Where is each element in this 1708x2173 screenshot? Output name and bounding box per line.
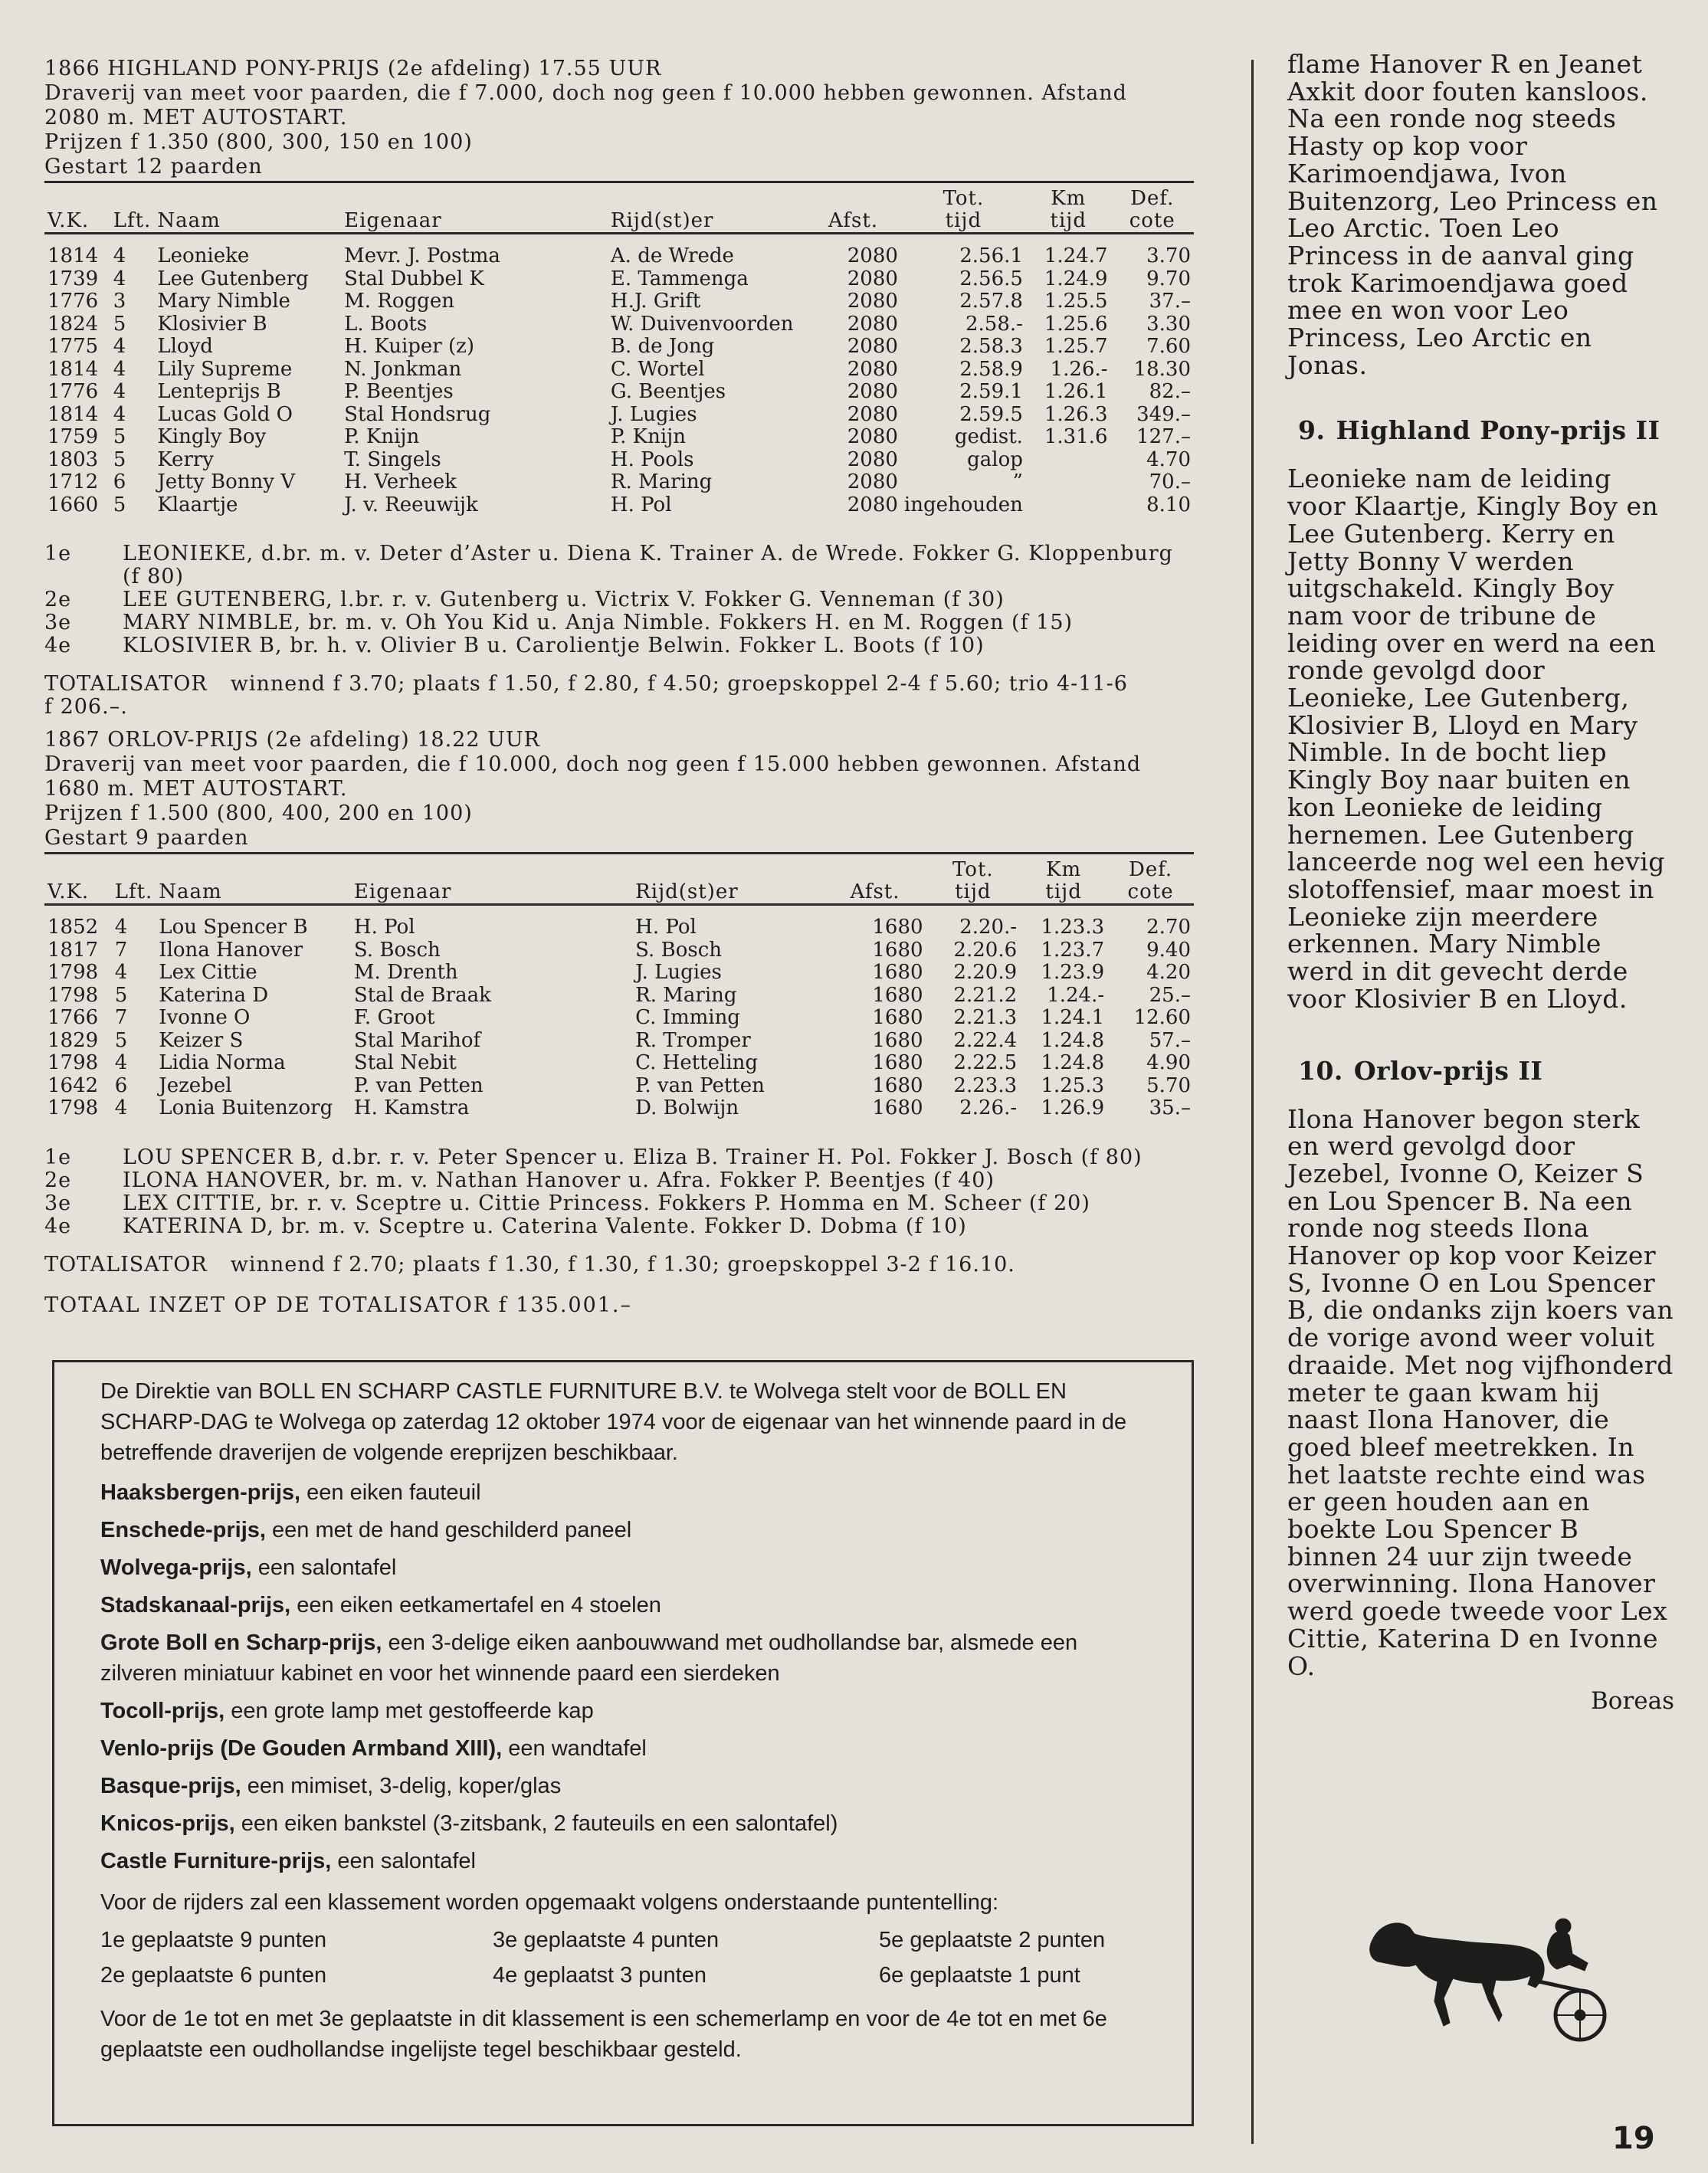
cell-afstand: 1680	[872, 938, 923, 962]
cell-rijder: C. Imming	[635, 1006, 740, 1029]
cell-vk: 1776	[48, 380, 99, 403]
cell-rijder: R. Maring	[635, 983, 737, 1007]
race-description: 2080 m. MET AUTOSTART.	[44, 106, 348, 129]
prize-item: Venlo-prijs (De Gouden Armband XIII), een wandtafel	[100, 1736, 647, 1761]
cell-def-cote: 349.–	[1136, 402, 1191, 426]
cell-vk: 1798	[48, 1096, 99, 1119]
cell-km-tijd: 1.24.8	[1041, 1028, 1105, 1052]
table-row	[44, 905, 1194, 939]
points-item: 3e geplaatste 4 punten	[493, 1928, 720, 1952]
cell-afstand: 2080	[847, 357, 898, 381]
table-row	[44, 494, 1194, 517]
cell-km-tijd: 1.25.6	[1044, 312, 1108, 336]
totalisator: TOTALISATOR winnend f 2.70; plaats f 1.30, f 1.30, f 1.30; groepskoppel 3-2 f 16.10.	[44, 1252, 1015, 1277]
cell-lft: 5	[114, 1028, 128, 1052]
cell-tot-tijd: galop	[967, 447, 1023, 471]
table-row	[44, 359, 1194, 382]
prize-item: Grote Boll en Scharp-prijs, een 3-delige eiken aanbouwwand met oudhollandse bar, alsmede een zilveren miniatuur kabinet en voor het winnende paard een sierdeken	[100, 1631, 1078, 1686]
race-started: Gestart 9 paarden	[44, 826, 249, 850]
cell-afstand: 2080	[847, 244, 898, 267]
header-eigenaar: Eigenaar	[341, 182, 608, 234]
cell-km-tijd: 1.26.3	[1044, 402, 1108, 426]
cell-km-tijd: 1.23.9	[1041, 961, 1105, 984]
cell-km-tijd: 1.25.3	[1041, 1073, 1105, 1097]
placing-row: 2e ILONA HANOVER, br. m. v. Nathan Hanover u. Afra. Fokker P. Beentjes (f 40)	[44, 1168, 995, 1192]
cell-km-tijd: 1.25.7	[1044, 335, 1108, 358]
cell-afstand: 2080	[847, 290, 898, 313]
results-table	[44, 852, 1194, 1120]
cell-lft: 4	[113, 380, 126, 403]
placing-row: (f 80)	[123, 565, 184, 588]
cell-km-tijd	[1026, 449, 1111, 472]
cell-km-tijd: 1.26.1	[1044, 380, 1108, 403]
cell-naam: Ilona Hanover	[159, 938, 303, 962]
cell-vk: 1798	[48, 961, 99, 984]
placings	[44, 542, 1224, 657]
prize-item: Knicos-prijs, een eiken bankstel (3-zitsbank, 2 fauteuils en een salontafel)	[100, 1811, 838, 1836]
cell-km-tijd: 1.25.5	[1044, 290, 1108, 313]
cell-afstand: 1680	[872, 916, 923, 939]
cell-rijder: G. Beentjes	[610, 380, 726, 403]
cell-naam: Keizer S	[159, 1028, 244, 1052]
cell-km-tijd: 1.24.9	[1044, 267, 1108, 290]
report-intro: flame Hanover R en Jeanet Axkit door fouten kansloos. Na een ronde nog steeds Hasty op kop voor Karimoendjawa, Ivon Buitenzorg, Leo Princess en Leo Arctic. Toen Leo Princess in de aanval ging trok Karimoendjawa goed mee en won voor Leo Princess, Leo Arctic en Jonas.	[1287, 49, 1658, 380]
cell-tot-tijd: 2.58.9	[959, 357, 1023, 381]
cell-naam: Lenteprijs B	[157, 380, 281, 403]
cell-def-cote: 9.40	[1146, 938, 1191, 962]
points-item: 4e geplaatst 3 punten	[493, 1963, 706, 1988]
cell-rijder: P. van Petten	[635, 1073, 765, 1097]
cell-vk: 1852	[48, 916, 99, 939]
cell-km-tijd: 1.24.8	[1041, 1051, 1105, 1074]
cell-tot-tijd: 2.56.1	[959, 244, 1023, 267]
race-description: Draverij van meet voor paarden, die f 7.000, doch nog geen f 10.000 hebben gewonnen. Afstand	[44, 81, 1127, 105]
cell-vk: 1829	[48, 1028, 99, 1052]
cell-tot-tijd: 2.56.5	[959, 267, 1023, 290]
placing-row: 3e LEX CITTIE, br. r. v. Sceptre u. Cittie Princess. Fokkers P. Homma en M. Scheer (f 20)	[44, 1191, 1090, 1215]
cell-lft: 5	[113, 425, 126, 448]
points-grid	[100, 1922, 1146, 1993]
cell-def-cote: 5.70	[1146, 1073, 1191, 1097]
cell-eigenaar: H. Kamstra	[353, 1096, 470, 1119]
placing-row: 4e KATERINA D, br. m. v. Sceptre u. Caterina Valente. Fokker D. Dobma (f 10)	[44, 1214, 967, 1238]
cell-vk: 1824	[48, 312, 99, 336]
cell-naam: Lee Gutenberg	[157, 267, 309, 290]
cell-lft: 5	[113, 312, 126, 336]
cell-def-cote: 18.30	[1133, 357, 1191, 381]
cell-rijder: R. Tromper	[635, 1028, 751, 1052]
table-row	[44, 1030, 1194, 1053]
cell-def-cote: 3.30	[1146, 312, 1191, 336]
cell-km-tijd: 1.24.1	[1041, 1006, 1105, 1029]
cell-tot-tijd: 2.58.-	[965, 312, 1023, 336]
cell-afstand: 1680	[872, 1073, 923, 1097]
cell-vk: 1642	[48, 1073, 99, 1097]
cell-eigenaar: P. Knijn	[344, 425, 420, 448]
cell-rijder: D. Bolwijn	[635, 1096, 739, 1119]
cell-vk: 1776	[48, 290, 99, 313]
cell-rijder: W. Duivenvoorden	[610, 312, 794, 336]
cell-tot-tijd: 2.22.4	[953, 1028, 1018, 1052]
cell-afstand: 1680	[872, 1006, 923, 1029]
cell-eigenaar: Stal Marihof	[353, 1028, 481, 1052]
cell-eigenaar: Stal Dubbel K	[344, 267, 484, 290]
table-row	[44, 985, 1194, 1008]
race-1867	[44, 728, 1224, 1317]
cell-def-cote: 4.20	[1146, 961, 1191, 984]
cell-def-cote: 25.–	[1149, 983, 1191, 1007]
race-description: 1680 m. MET AUTOSTART.	[44, 777, 348, 801]
header-rijder: Rijd(st)er	[608, 182, 825, 234]
race-started: Gestart 12 paarden	[44, 155, 263, 179]
results-table-body	[44, 234, 1194, 517]
cell-def-cote: 9.70	[1146, 267, 1191, 290]
cell-rijder: A. de Wrede	[610, 244, 734, 267]
section-heading: 10. Orlov-prijs II	[1298, 1055, 1543, 1086]
points-item: 1e geplaatste 9 punten	[100, 1928, 327, 1952]
cell-afstand: 2080	[847, 470, 898, 493]
cell-tot-tijd: 2.20.9	[953, 961, 1018, 984]
cell-tot-tijd: 2.26.-	[959, 1096, 1018, 1119]
results-table-body	[44, 905, 1194, 1120]
cell-afstand: 1680	[872, 961, 923, 984]
trotter-sulky-illustration	[1358, 1908, 1618, 2053]
race-title: 1866 HIGHLAND PONY-PRIJS (2e afdeling) 17.55 UUR	[44, 57, 662, 80]
cell-eigenaar: F. Groot	[353, 1006, 435, 1029]
table-row	[44, 268, 1194, 291]
cell-eigenaar: Mevr. J. Postma	[344, 244, 500, 267]
table-row	[44, 336, 1194, 359]
header-eigenaar: Eigenaar	[351, 854, 632, 905]
header-afstand: Afst.	[825, 182, 901, 234]
cell-lft: 4	[114, 916, 128, 939]
grand-total: TOTAAL INZET OP DE TOTALISATOR f 135.001.–	[44, 1293, 633, 1317]
cell-naam: Lidia Norma	[159, 1051, 286, 1074]
header-lft: Lft.	[112, 854, 156, 905]
table-row	[44, 1097, 1194, 1120]
cell-afstand: 1680	[872, 1096, 923, 1119]
header-vk: V.K.	[44, 854, 112, 905]
points-intro: Voor de rijders zal een klassement worden opgemaakt volgens onderstaande puntentelling:	[100, 1890, 999, 1915]
cell-afstand: 2080	[847, 447, 898, 471]
cell-lft: 5	[114, 983, 128, 1007]
cell-afstand: 1680	[872, 1028, 923, 1052]
cell-tot-tijd: 2.20.6	[953, 938, 1018, 962]
cell-lft: 4	[113, 244, 126, 267]
announcement-box	[52, 1360, 1194, 2126]
header-lft: Lft.	[110, 182, 155, 234]
cell-def-cote: 8.10	[1146, 493, 1191, 516]
cell-tot-tijd: 2.59.5	[959, 402, 1023, 426]
header-def-cote: Def. cote	[1111, 182, 1194, 234]
cell-vk: 1803	[48, 447, 99, 471]
cell-rijder: P. Knijn	[610, 425, 686, 448]
cell-rijder: C. Wortel	[610, 357, 705, 381]
cell-naam: Leonieke	[157, 244, 250, 267]
cell-km-tijd: 1.31.6	[1044, 425, 1108, 448]
cell-naam: Jetty Bonny V	[157, 470, 295, 493]
table-header-row	[44, 854, 1194, 905]
cell-eigenaar: S. Bosch	[353, 938, 441, 962]
placing-row: 4e KLOSIVIER B, br. h. v. Olivier B u. Carolientje Belwin. Fokker L. Boots (f 10)	[44, 634, 985, 657]
cell-rijder: J. Lugies	[610, 402, 697, 426]
section-text: Leonieke nam de leiding voor Klaartje, Kingly Boy en Lee Gutenberg. Kerry en Jetty Bonny V werden uitgschakeld. Kingly Boy nam voor de tribune de leiding over en werd na een ronde gevolgd door Leonieke, Lee Gutenberg, Klosivier B, Lloyd en Mary Nimble. In de bocht liep Kingly Boy naar buiten en kon Leonieke de leiding hernemen. Lee Gutenberg lanceerde nog wel een hevig slotoffensief, maar moest in Leonieke zijn meerdere erkennen. Mary Nimble werd in dit gevecht derde voor Klosivier B en Lloyd.	[1287, 464, 1665, 1014]
cell-def-cote: 57.–	[1149, 1028, 1191, 1052]
table-row	[44, 426, 1194, 449]
cell-def-cote: 37.–	[1149, 290, 1191, 313]
cell-vk: 1817	[48, 938, 99, 962]
cell-eigenaar: Stal de Braak	[353, 983, 491, 1007]
cell-eigenaar: J. v. Reeuwijk	[344, 493, 478, 516]
cell-afstand: 1680	[872, 983, 923, 1007]
cell-naam: Lucas Gold O	[157, 402, 293, 426]
header-vk: V.K.	[44, 182, 110, 234]
totalisator: TOTALISATOR winnend f 3.70; plaats f 1.50, f 2.80, f 4.50; groepskoppel 2-4 f 5.60; trio 4-11-6	[44, 672, 1128, 696]
cell-rijder: E. Tammenga	[610, 267, 749, 290]
header-def-cote: Def. cote	[1107, 854, 1194, 905]
prize-item: Tocoll-prijs, een grote lamp met gestoffeerde kap	[100, 1699, 594, 1723]
table-row	[44, 449, 1194, 472]
cell-rijder: H.J. Grift	[610, 290, 701, 313]
cell-naam: Lonia Buitenzorg	[159, 1096, 333, 1119]
race-1866	[44, 57, 1224, 719]
header-km-tijd: Km tijd	[1020, 854, 1107, 905]
cell-naam: Kerry	[157, 447, 214, 471]
cell-afstand: 2080	[847, 380, 898, 403]
cell-vk: 1814	[48, 357, 99, 381]
announcement-intro: De Direktie van BOLL EN SCHARP CASTLE FURNITURE B.V. te Wolvega stelt voor de BOLL EN SCHARP-DAG te Wolvega op zaterdag 12 oktober 1974 voor de eigenaar van het winnende paard in de betreffende draverijen de volgende ereprijzen beschikbaar.	[100, 1379, 1127, 1465]
cell-def-cote: 7.60	[1146, 335, 1191, 358]
cell-tot-tijd: 2.20.-	[959, 916, 1018, 939]
cell-afstand: 2080	[847, 312, 898, 336]
cell-tot-tijd: 2.23.3	[953, 1073, 1018, 1097]
cell-eigenaar: M. Roggen	[344, 290, 454, 313]
header-tot-tijd: Tot. tijd	[926, 854, 1021, 905]
cell-eigenaar: T. Singels	[344, 447, 441, 471]
column-divider	[1251, 60, 1254, 2144]
cell-tot-tijd: 2.57.8	[959, 290, 1023, 313]
points-item: 5e geplaatste 2 punten	[879, 1928, 1106, 1952]
placings	[44, 1146, 1224, 1238]
results-column	[44, 57, 1224, 1338]
table-row	[44, 1075, 1194, 1098]
cell-lft: 6	[113, 470, 126, 493]
placing-row: 1e LEONIEKE, d.br. m. v. Deter d’Aster u. Diena K. Trainer A. de Wrede. Fokker G. Kloppenburg	[44, 542, 1173, 565]
points-item: 2e geplaatste 6 punten	[100, 1963, 327, 1988]
cell-naam: Mary Nimble	[157, 290, 290, 313]
cell-km-tijd: 1.26.-	[1050, 357, 1108, 381]
header-naam: Naam	[156, 854, 351, 905]
prize-item: Haaksbergen-prijs, een eiken fauteuil	[100, 1480, 481, 1505]
table-row	[44, 404, 1194, 427]
cell-def-cote: 35.–	[1149, 1096, 1191, 1119]
results-table	[44, 181, 1194, 516]
cell-rijder: H. Pol	[635, 916, 697, 939]
table-header-row	[44, 182, 1194, 234]
cell-naam: Lily Supreme	[157, 357, 293, 381]
cell-km-tijd: 1.24.-	[1047, 983, 1105, 1007]
table-row	[44, 290, 1194, 313]
cell-rijder: H. Pools	[610, 447, 694, 471]
cell-km-tijd	[1026, 471, 1111, 494]
cell-lft: 4	[113, 402, 126, 426]
cell-eigenaar: H. Pol	[353, 916, 415, 939]
placing-row: 2e LEE GUTENBERG, l.br. r. v. Gutenberg u. Victrix V. Fokker G. Venneman (f 30)	[44, 588, 1005, 611]
cell-naam: Lloyd	[157, 335, 213, 358]
header-afstand: Afst.	[847, 854, 926, 905]
cell-rijder: S. Bosch	[635, 938, 722, 962]
cell-eigenaar: H. Kuiper (z)	[344, 335, 474, 358]
cell-rijder: H. Pol	[610, 493, 672, 516]
prize-item: Wolvega-prijs, een salontafel	[100, 1555, 397, 1580]
cell-lft: 5	[113, 447, 126, 471]
cell-eigenaar: P. van Petten	[353, 1073, 484, 1097]
cell-eigenaar: N. Jonkman	[344, 357, 462, 381]
cell-def-cote: 70.–	[1149, 470, 1191, 493]
cell-eigenaar: L. Boots	[344, 312, 428, 336]
table-row	[44, 471, 1194, 494]
cell-def-cote: 82.–	[1149, 380, 1191, 403]
cell-afstand: 2080	[847, 493, 898, 516]
cell-lft: 5	[113, 493, 126, 516]
cell-lft: 4	[114, 1051, 128, 1074]
cell-rijder: R. Maring	[610, 470, 713, 493]
race-description: Draverij van meet voor paarden, die f 10.000, doch nog geen f 15.000 hebben gewonnen. Afstand	[44, 752, 1142, 776]
cell-tot-tijd: 2.58.3	[959, 335, 1023, 358]
cell-def-cote: 4.90	[1146, 1051, 1191, 1074]
cell-tot-tijd: gedist.	[954, 425, 1023, 448]
cell-eigenaar: M. Drenth	[353, 961, 458, 984]
cell-def-cote: 3.70	[1146, 244, 1191, 267]
placing-row: 1e LOU SPENCER B, d.br. r. v. Peter Spencer u. Eliza B. Trainer H. Pol. Fokker J. Bosch (f 80)	[44, 1145, 1142, 1169]
cell-lft: 4	[114, 1096, 128, 1119]
page-number: 19	[1612, 2121, 1655, 2156]
cell-naam: Klaartje	[157, 493, 238, 516]
race-prizes: Prijzen f 1.350 (800, 300, 150 en 100)	[44, 130, 473, 154]
cell-naam: Lex Cittie	[159, 961, 257, 984]
cell-naam: Katerina D	[159, 983, 269, 1007]
cell-lft: 4	[113, 357, 126, 381]
table-row	[44, 313, 1194, 336]
cell-vk: 1766	[48, 1006, 99, 1029]
header-tot-tijd: Tot. tijd	[901, 182, 1026, 234]
cell-afstand: 2080	[847, 425, 898, 448]
placing-row: 3e MARY NIMBLE, br. m. v. Oh You Kid u. Anja Nimble. Fokkers H. en M. Roggen (f 15)	[44, 611, 1074, 634]
table-row	[44, 1052, 1194, 1075]
cell-naam: Ivonne O	[159, 1006, 251, 1029]
cell-rijder: B. de Jong	[610, 335, 715, 358]
cell-lft: 6	[114, 1073, 128, 1097]
cell-vk: 1712	[48, 470, 99, 493]
report-column	[1287, 51, 1674, 1715]
cell-vk: 1798	[48, 983, 99, 1007]
cell-vk: 1798	[48, 1051, 99, 1074]
cell-lft: 4	[113, 267, 126, 290]
cell-def-cote: 12.60	[1133, 1006, 1191, 1029]
cell-km-tijd: 1.26.9	[1041, 1096, 1105, 1119]
cell-tot-tijd: ”	[1012, 470, 1023, 493]
cell-vk: 1814	[48, 244, 99, 267]
prize-item: Enschede-prijs, een met de hand geschilderd paneel	[100, 1518, 632, 1542]
cell-tot-tijd: 2.21.3	[953, 1006, 1018, 1029]
cell-vk: 1759	[48, 425, 99, 448]
header-km-tijd: Km tijd	[1026, 182, 1111, 234]
cell-def-cote: 127.–	[1136, 425, 1191, 448]
cell-def-cote: 2.70	[1146, 916, 1191, 939]
cell-eigenaar: Stal Nebit	[353, 1051, 457, 1074]
section-text: Ilona Hanover begon sterk en werd gevolgd door Jezebel, Ivonne O, Keizer S en Lou Spencer B. Na een ronde nog steeds Ilona Hanover op kop voor Keizer S, Ivonne O en Lou Spencer B, die ondanks zijn koers van de vorige avond weer voluit draaide. Met nog vijfhonderd meter te gaan kwam hij naast Ilona Hanover, die goed bleef meetrekken. In het laatste rechte eind was er geen houden aan en boekte Lou Spencer B binnen 24 uur zijn tweede overwinning. Ilona Hanover werd goede tweede voor Lex Cittie, Katerina D en Ivonne O.	[1287, 1103, 1674, 1681]
cell-km-tijd: 1.23.7	[1041, 938, 1105, 962]
cell-km-tijd: 1.23.3	[1041, 916, 1105, 939]
cell-tot-tijd: 2.22.5	[953, 1051, 1018, 1074]
section-heading: 9. Highland Pony-prijs II	[1298, 415, 1660, 446]
cell-vk: 1739	[48, 267, 99, 290]
cell-km-tijd: 1.24.7	[1044, 244, 1108, 267]
cell-lft: 7	[114, 938, 128, 962]
race-prizes: Prijzen f 1.500 (800, 400, 200 en 100)	[44, 801, 473, 825]
table-row	[44, 1007, 1194, 1030]
race-title: 1867 ORLOV-PRIJS (2e afdeling) 18.22 UUR	[44, 728, 540, 752]
cell-rijder: C. Hetteling	[635, 1051, 759, 1074]
cell-km-tijd	[1026, 494, 1111, 517]
prize-item: Stadskanaal-prijs, een eiken eetkamertafel en 4 stoelen	[100, 1593, 661, 1617]
table-row	[44, 939, 1194, 962]
table-row	[44, 962, 1194, 985]
cell-def-cote: 4.70	[1146, 447, 1191, 471]
cell-eigenaar: Stal Hondsrug	[344, 402, 491, 426]
cell-lft: 4	[113, 335, 126, 358]
announcement-closing: Voor de 1e tot en met 3e geplaatste in dit klassement is een schemerlamp en voor de 4e tot en met 6e geplaatste een oudhollandse ingelijste tegel beschikbaar gesteld.	[100, 2007, 1107, 2062]
cell-rijder: J. Lugies	[635, 961, 722, 984]
header-naam: Naam	[154, 182, 341, 234]
prize-item: Basque-prijs, een mimiset, 3-delig, koper/glas	[100, 1774, 562, 1798]
cell-vk: 1660	[48, 493, 99, 516]
cell-afstand: 2080	[847, 267, 898, 290]
cell-naam: Jezebel	[159, 1073, 232, 1097]
points-item: 6e geplaatste 1 punt	[879, 1963, 1080, 1988]
prize-item: Castle Furniture-prijs, een salontafel	[100, 1849, 476, 1873]
cell-lft: 7	[114, 1006, 128, 1029]
cell-lft: 4	[114, 961, 128, 984]
cell-naam: Klosivier B	[157, 312, 267, 336]
cell-afstand: 2080	[847, 335, 898, 358]
cell-tot-tijd: 2.21.2	[953, 983, 1018, 1007]
author-byline: Boreas	[1591, 1687, 1674, 1716]
cell-vk: 1775	[48, 335, 99, 358]
cell-eigenaar: H. Verheek	[344, 470, 457, 493]
cell-tot-tijd: 2.59.1	[959, 380, 1023, 403]
totalisator-cont: f 206.–.	[44, 695, 128, 719]
cell-naam: Kingly Boy	[157, 425, 267, 448]
table-row	[44, 381, 1194, 404]
cell-naam: Lou Spencer B	[159, 916, 308, 939]
table-row	[44, 234, 1194, 268]
cell-afstand: 1680	[872, 1051, 923, 1074]
cell-vk: 1814	[48, 402, 99, 426]
cell-eigenaar: P. Beentjes	[344, 380, 454, 403]
header-rijder: Rijd(st)er	[632, 854, 847, 905]
cell-tot-tijd: ingehouden	[903, 493, 1023, 516]
cell-afstand: 2080	[847, 402, 898, 426]
cell-lft: 3	[113, 290, 126, 313]
